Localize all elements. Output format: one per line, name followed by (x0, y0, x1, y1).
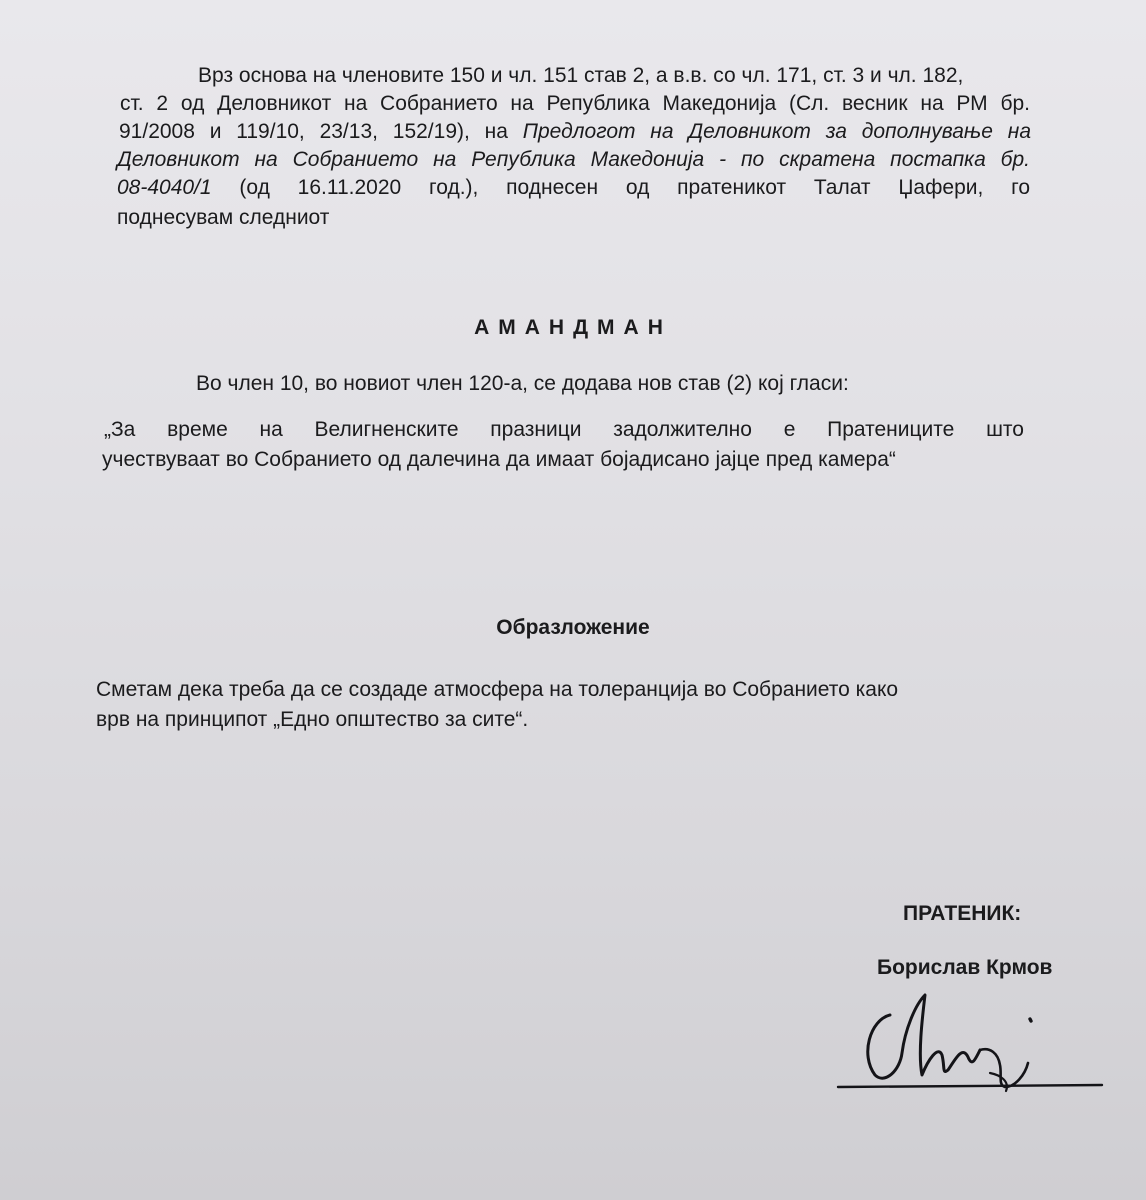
signatory-name: Борислав Крмов (877, 956, 1053, 979)
amendment-intro: Во член 10, во новиот член 120-а, се додава нов став (2) кој гласи: (196, 372, 849, 395)
preamble-line-3 (119, 118, 1031, 146)
preamble-line-5 (117, 174, 1030, 202)
preamble-line-3-plain: 91/2008 и 119/10, 23/13, 152/19), на (119, 120, 523, 143)
justification-line-2: врв на принципот „Едно општество за сите“. (96, 708, 529, 731)
amendment-quote-line-2: учествуваат во Собранието од далечина да имаат бојадисано јајце пред камера“ (102, 448, 896, 471)
preamble-line-3-italic: Предлогот на Деловникот за дополнување на (522, 120, 1031, 143)
preamble-line-4: Деловникот на Собранието на Република Македонија - по скратена постапка бр. (117, 148, 1030, 171)
handwritten-signature (830, 975, 1110, 1105)
justification-heading: Образложение (496, 616, 650, 639)
preamble-line-2: ст. 2 од Деловникот на Собранието на Република Македонија (Сл. весник на РМ бр. (120, 92, 1030, 115)
amendment-quote-line-1: „За време на Велигненските празници задолжително е Пратениците што (104, 418, 1024, 441)
preamble-line-5-plain: (од 16.11.2020 год.), поднесен од пратеникот Талат Џафери, го (211, 176, 1030, 199)
preamble-line-6: поднесувам следниот (117, 206, 330, 229)
preamble-line-1: Врз основа на членовите 150 и чл. 151 став 2, а в.в. со чл. 171, ст. 3 и чл. 182, (198, 64, 964, 87)
preamble-line-5-italic: 08-4040/1 (117, 176, 212, 199)
signatory-role: ПРАТЕНИК: (903, 902, 1022, 925)
amendment-title: АМАНДМАН (474, 316, 672, 339)
justification-line-1: Сметам дека треба да се создаде атмосфера на толеранција во Собранието како (96, 678, 899, 701)
